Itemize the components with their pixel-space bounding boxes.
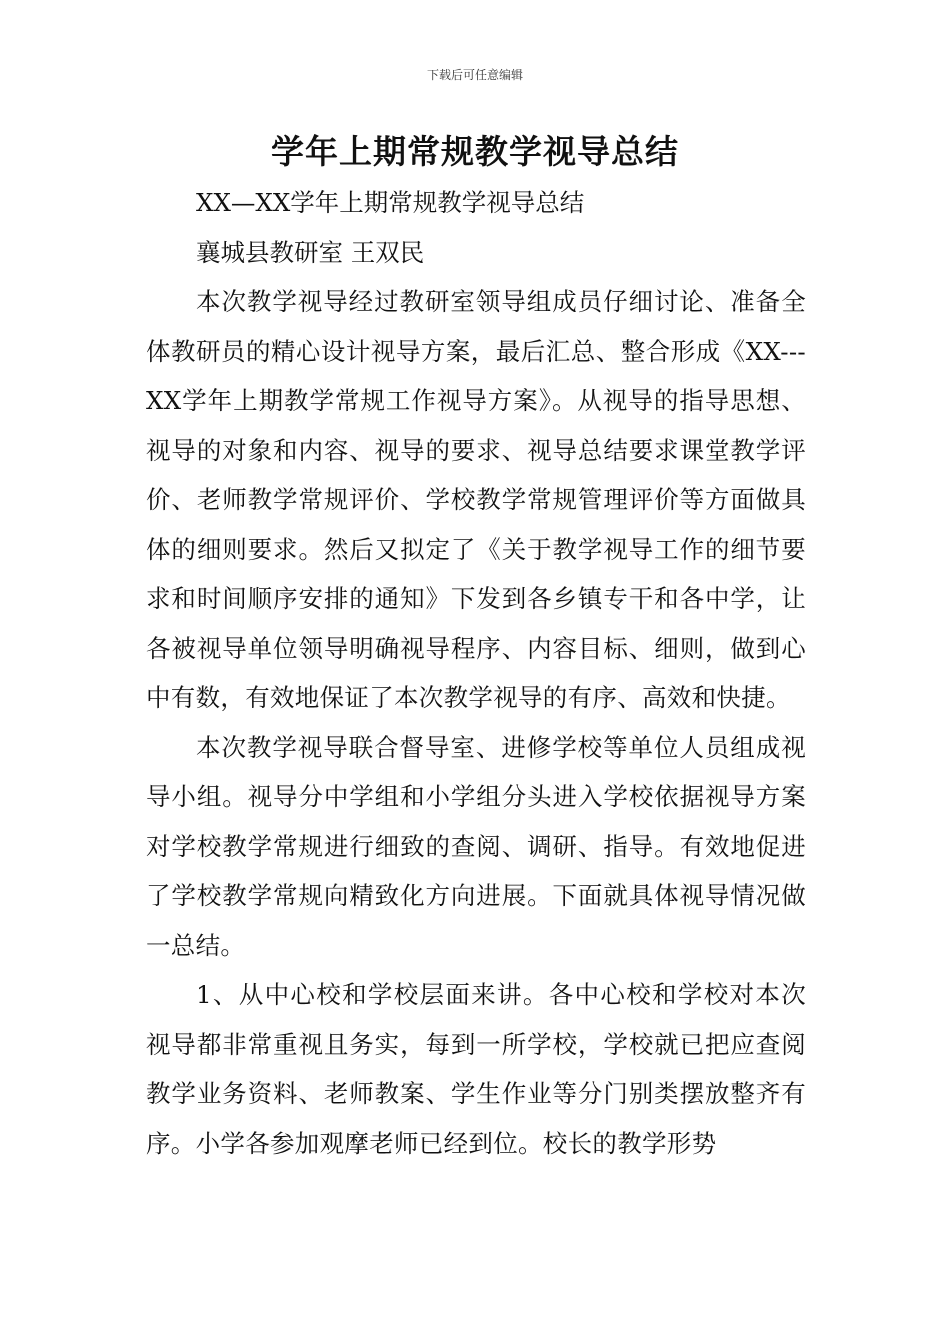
paragraph: 本次教学视导联合督导室、进修学校等单位人员组成视导小组。视导分中学组和小学组分头进入学校依据视导方案对学校教学常规进行细致的查阅、调研、指导。有效地促进了学校教学常规向精致化方向进展。下面就具体视导情况做一总结。: [146, 732, 806, 960]
paragraph: 1、从中心校和学校层面来讲。各中心校和学校对本次视导都非常重视且务实，每到一所学校，学校就已把应查阅教学业务资料、老师教案、学生作业等分门别类摆放整齐有序。小学各参加观摩老师已经到位。校长的教学形势: [146, 980, 806, 1158]
page-header-note: 下载后可任意编辑: [426, 68, 523, 82]
document-body: [146, 178, 806, 1168]
document-subtitle: XX—XX学年上期常规教学视导总结: [196, 188, 585, 217]
document-title: 学年上期常规教学视导总结: [271, 132, 679, 171]
paragraph: 本次教学视导经过教研室领导组成员仔细讨论、准备全体教研员的精心设计视导方案，最后汇总、整合形成《XX---XX学年上期教学常规工作视导方案》。从视导的指导思想、视导的对象和内容、视导的要求、视导总结要求课堂教学评价、老师教学常规评价、学校教学常规管理评价等方面做具体的细则要求。然后又拟定了《关于教学视导工作的细节要求和时间顺序安排的通知》下发到各乡镇专干和各中学，让各被视导单位领导明确视导程序、内容目标、细则，做到心中有数，有效地保证了本次教学视导的有序、高效和快捷。: [146, 287, 806, 712]
document-author: 襄城县教研室 王双民: [196, 237, 425, 267]
